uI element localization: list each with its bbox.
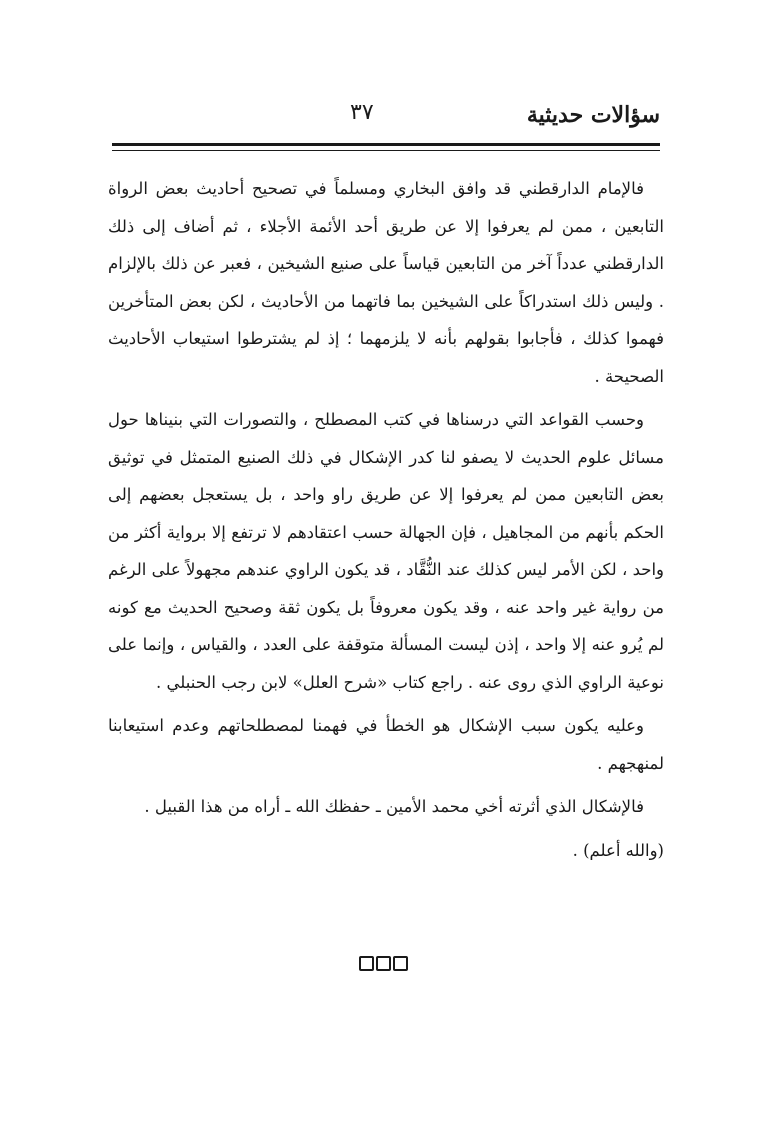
body-text (108, 170, 664, 869)
page-header (112, 96, 660, 142)
end-square-icon (376, 956, 391, 971)
paragraph-jahala-issue: وحسب القواعد التي درسناها في كتب المصطلح ، والتصورات التي بنيناها حول مسائل علوم الحديث لا يصفو لنا كدر الإشكال في ذلك الصنيع المتمثل في توثيق بعض التابعين ممن لم يعرفوا إلا عن طريق راو واحد ، بل يستعجل بعضهم إلى الحكم بأنهم من المجاهيل ، فإن الجهالة حسب اعتقادهم لا ترتفع إلا برواية أكثر من واحد ، لكن الأمر ليس كذلك عند النُّقَّاد ، قد يكون الراوي عندهم مجهولاً على الرغم من رواية غير واحد عنه ، وقد يكون معروفاً بل يكون ثقة وصحيح الحديث مع كونه لم يُرو عنه إلا واحد ، إذن ليست المسألة متوقفة على العدد ، والقياس ، وإنما على نوعية الراوي الذي روى عنه . راجع كتاب «شرح العلل» لابن رجب الحنبلي . (108, 410, 664, 692)
paragraph-conclusion: فالإشكال الذي أثرته أخي محمد الأمين ـ حفظك الله ـ أراه من هذا القبيل . (144, 797, 644, 816)
closing-phrase: (والله أعلم) . (572, 840, 664, 860)
end-square-icon (359, 956, 374, 971)
paragraph-daraqutni-ilzam: فالإمام الدارقطني قد وافق البخاري ومسلماً في تصحيح أحاديث بعض الرواة التابعين ، ممن لم يعرفوا إلا عن طريق أحد الأئمة الأجلاء ، ثم أضاف إلى ذلك الدارقطني عدداً آخر من التابعين قياساً على صنيع الشيخين ، فعبر عن ذلك بالإلزام . وليس ذلك استدراكاً على الشيخين بما فاتهما من الأحاديث ، لكن بعض المتأخرين فهموا كذلك ، فأجابوا بقولهم بأنه لا يلزمهما ؛ إذ لم يشترطوا استيعاب الأحاديث الصحيحة . (108, 179, 664, 386)
header-rule-thin (112, 150, 660, 151)
paragraph-cause-of-problem: وعليه يكون سبب الإشكال هو الخطأ في فهمنا لمصطلحاتهم وعدم استيعابنا لمنهجهم . (108, 716, 664, 773)
header-rule-thick (112, 143, 660, 146)
section-end-ornament (0, 956, 766, 975)
end-square-icon (393, 956, 408, 971)
page-number: ٣٧ (350, 100, 374, 125)
running-title: سؤالات حديثية (526, 102, 660, 128)
